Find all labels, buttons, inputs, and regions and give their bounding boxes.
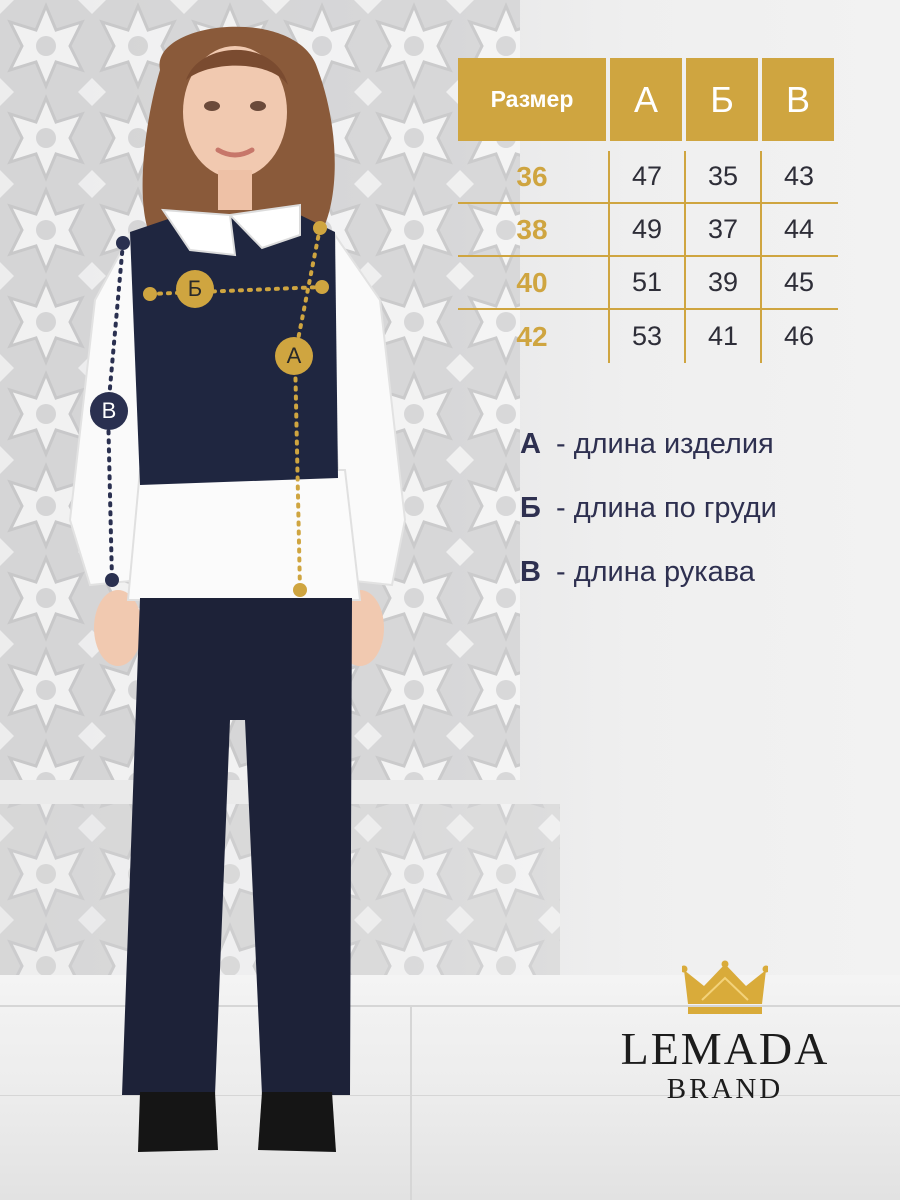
row-v: 44: [760, 204, 836, 255]
legend-item: [520, 476, 777, 540]
legend-item: [520, 412, 777, 476]
legend-letter: А: [520, 427, 541, 460]
row-b: 41: [684, 310, 760, 363]
row-a: 49: [608, 204, 684, 255]
row-b: 35: [684, 151, 760, 202]
table-row: [458, 151, 838, 204]
table-spacer: [458, 141, 838, 151]
row-b: 37: [684, 204, 760, 255]
brand-logo: [600, 960, 850, 1106]
size-table-header: [458, 58, 838, 141]
row-b: 39: [684, 257, 760, 308]
row-size: 36: [516, 160, 548, 192]
row-v: 45: [760, 257, 836, 308]
row-size: 38: [516, 213, 548, 245]
table-row: [458, 257, 838, 310]
crown-icon: [682, 960, 768, 1016]
row-size: 42: [516, 320, 548, 352]
marker-v: В: [90, 392, 128, 430]
marker-b: Б: [176, 270, 214, 308]
row-a: 51: [608, 257, 684, 308]
legend-letter: В: [520, 555, 541, 588]
row-a: 53: [608, 310, 684, 363]
header-v: В: [762, 58, 834, 141]
row-size: 40: [516, 266, 548, 298]
table-row: [458, 204, 838, 257]
brand-subtitle: BRAND: [666, 1073, 784, 1105]
header-size: Размер: [458, 58, 606, 141]
legend-text: - длина по груди: [556, 491, 777, 524]
row-v: 43: [760, 151, 836, 202]
brand-name: LEMADA: [620, 1023, 830, 1074]
table-row: [458, 310, 838, 363]
marker-a: А: [275, 337, 313, 375]
row-a: 47: [608, 151, 684, 202]
header-a: А: [610, 58, 682, 141]
header-b: Б: [686, 58, 758, 141]
row-v: 46: [760, 310, 836, 363]
legend-letter: Б: [520, 491, 541, 524]
size-table: [458, 58, 838, 363]
measurement-legend: [520, 412, 777, 604]
legend-item: [520, 540, 777, 604]
legend-text: - длина рукава: [556, 555, 755, 588]
legend-text: - длина изделия: [556, 427, 774, 460]
